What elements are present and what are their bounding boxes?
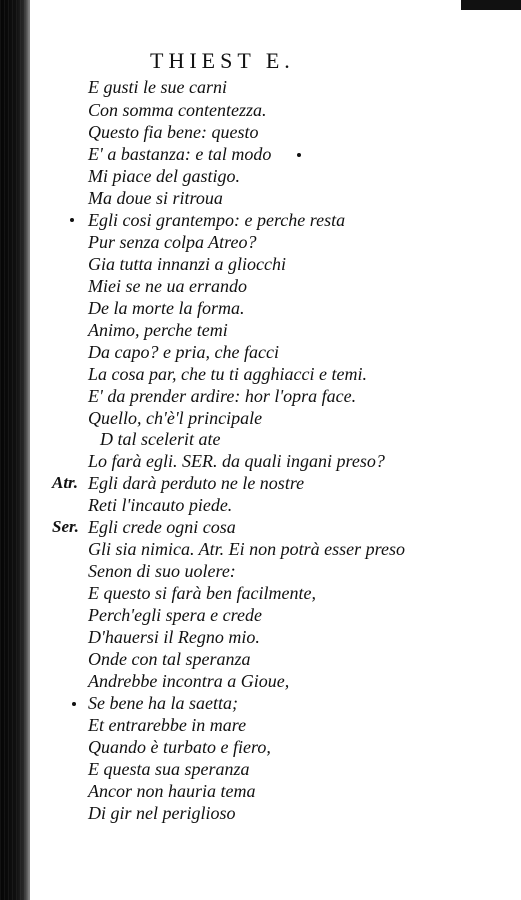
verse-line: D'hauersi il Regno mio. [88,627,260,647]
verse-line: Et entrarebbe in mare [88,715,247,735]
verse-line: Se bene ha la saetta; [88,693,238,713]
verse-line: Quando è turbato e fiero, [88,737,271,757]
verse-line: E questa sua speranza [88,759,250,779]
verse-line: La cosa par, che tu ti agghiacci e temi. [88,364,367,384]
speaker-label: Ser. [52,517,79,536]
verse-line: Ancor non hauria tema [88,781,256,801]
speaker-label: Atr. [52,473,78,492]
margin-mark [297,153,301,157]
verse-line: Lo farà egli. SER. da quali ingani preso? [88,451,385,471]
verse-line: Miei se ne ua errando [88,276,247,296]
verse-line: E' a bastanza: e tal modo [88,144,272,164]
verse-line: Senon di suo uolere: [88,561,236,581]
verse-line: E' da prender ardire: hor l'opra face. [88,386,357,406]
verse-line: Mi piace del gastigo. [88,166,240,186]
verse-line: De la morte la forma. [88,298,245,318]
verse-line: E gusti le sue carni [88,77,227,97]
verse-line: Quello, ch'è'l principale [88,408,263,428]
verse-line: Da capo? e pria, che facci [88,342,279,362]
verse-line: D tal scelerit ate [100,429,221,449]
verse-line: Gli sia nimica. Atr. Ei non potrà esser preso [88,539,406,559]
verse-line: Reti l'incauto piede. [88,495,233,515]
verse-line: Animo, perche temi [88,320,228,340]
verse-line: Andrebbe incontra a Gioue, [88,671,290,691]
running-head: THIEST E. [150,48,295,73]
verse-line: Pur senza colpa Atreo? [88,232,257,252]
margin-mark [72,702,76,706]
verse-line: Questo fia bene: questo [88,122,259,142]
verse-line: Di gir nel periglioso [88,803,236,823]
verse-line: Con somma contentezza. [88,100,267,120]
verse-line: Perch'egli spera e crede [88,605,262,625]
verse-line: Egli cosi grantempo: e perche resta [88,210,346,230]
verse-line: Egli crede ogni cosa [88,517,236,537]
verse-line: Ma doue si ritroua [88,188,223,208]
verse-line: E questo si farà ben facilmente, [88,583,316,603]
verse-line: Onde con tal speranza [88,649,251,669]
verse-line: Egli darà perduto ne le nostre [88,473,305,493]
verse-line: Gia tutta innanzi a gliocchi [88,254,286,274]
margin-mark [70,218,74,222]
